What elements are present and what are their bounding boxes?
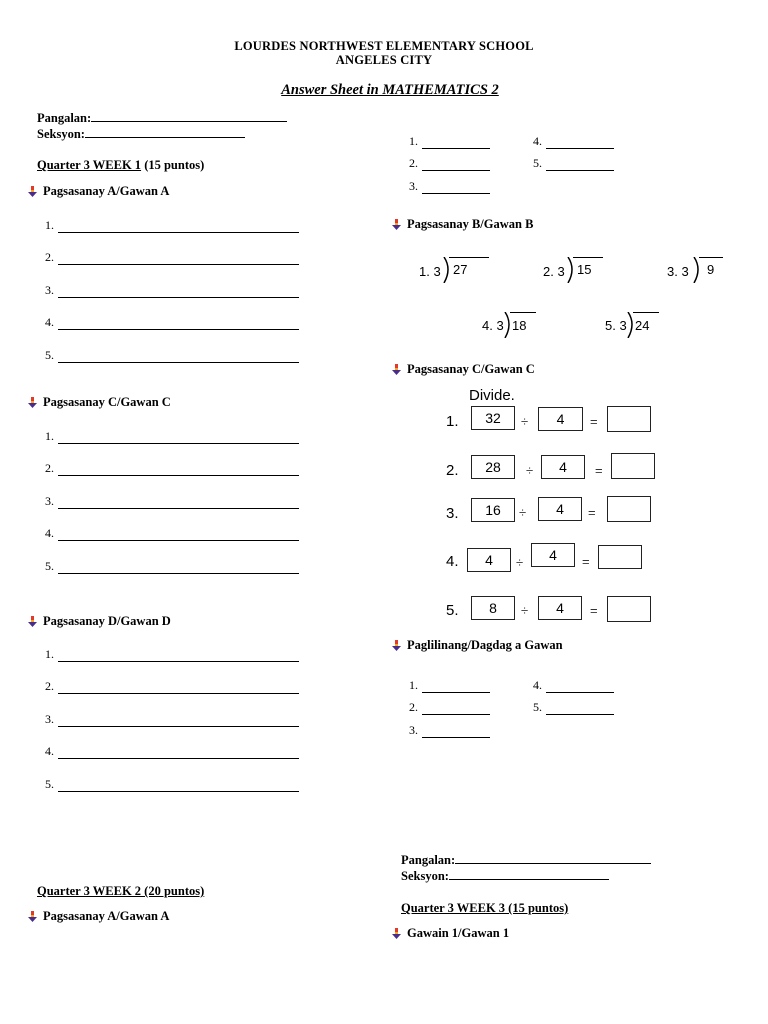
long-division-2: 2. 3 15 [543, 257, 633, 283]
section-c-right-label: Pagsasanay C/Gawan C [407, 362, 535, 376]
answer-blank[interactable] [58, 692, 299, 694]
page-title: Answer Sheet in MATHEMATICS 2 [281, 82, 499, 98]
arrow-bullet-icon [392, 640, 401, 651]
answer-box-1[interactable] [607, 406, 651, 432]
answer-c-1[interactable]: 1. [45, 429, 299, 444]
divide-num-1: 1. [446, 413, 459, 430]
long-division-5: 5. 3 24 [605, 312, 685, 338]
name-field-right[interactable] [401, 852, 651, 868]
answer-c-3[interactable]: 3. [45, 494, 299, 509]
answer-a-2[interactable]: 2. [45, 250, 299, 265]
answer-box-3[interactable] [607, 496, 651, 522]
answer-blank[interactable] [58, 442, 299, 444]
section-blank[interactable] [85, 126, 245, 138]
arrow-bullet-icon [392, 928, 401, 939]
answer-d-1[interactable]: 1. [45, 647, 299, 662]
long-division-1: 1. 3 27 [419, 257, 509, 283]
answer-blank[interactable] [422, 147, 490, 149]
section-c-left-label: Pagsasanay C/Gawan C [43, 395, 171, 409]
section-field-left[interactable] [37, 126, 245, 142]
arrow-bullet-icon [28, 616, 37, 627]
answer-blank[interactable] [58, 725, 299, 727]
equals-symbol: = [595, 463, 603, 478]
divide-symbol: ÷ [519, 505, 527, 520]
answer-blank[interactable] [58, 296, 299, 298]
answer-d-4[interactable]: 4. [45, 744, 299, 759]
name-blank[interactable] [455, 852, 651, 864]
answer-blank[interactable] [58, 263, 299, 265]
long-division-3: 3. 3 9 [667, 257, 737, 283]
answer-d-3[interactable]: 3. [45, 712, 299, 727]
answer-box-4[interactable] [598, 545, 642, 569]
answer-enrich-3[interactable]: 3. [409, 723, 490, 738]
arrow-bullet-icon [28, 397, 37, 408]
arrow-bullet-icon [28, 186, 37, 197]
section-d-heading [28, 614, 171, 629]
quarter-week3-title: Quarter 3 WEEK 3 (15 puntos) [401, 901, 569, 915]
arrow-bullet-icon [392, 219, 401, 230]
answer-blank[interactable] [58, 231, 299, 233]
section-c-left-heading [28, 395, 171, 410]
equals-symbol: = [590, 414, 598, 429]
dividend-box-2: 28 [471, 455, 515, 479]
division-bracket-icon [443, 257, 453, 283]
divide-symbol: ÷ [516, 555, 524, 570]
school-city: ANGELES CITY [335, 53, 433, 67]
dividend-box-5: 8 [471, 596, 515, 620]
quarter-week2-title: Quarter 3 WEEK 2 (20 puntos) [37, 884, 205, 898]
enrichment-heading [392, 638, 563, 653]
answer-blank[interactable] [58, 361, 299, 363]
gawain1-label: Gawain 1/Gawan 1 [407, 926, 510, 940]
section-label: Seksyon: [37, 127, 85, 141]
answer-c-2[interactable]: 2. [45, 461, 299, 476]
divisor-box-3: 4 [538, 497, 582, 521]
divide-num-2: 2. [446, 462, 459, 479]
answer-blank[interactable] [546, 691, 614, 693]
divide-title: Divide. [469, 387, 515, 404]
answer-top-1[interactable]: 1. [409, 134, 490, 149]
equals-symbol: = [588, 505, 596, 520]
section-a-heading [28, 184, 169, 199]
answer-enrich-1[interactable]: 1. [409, 678, 490, 693]
quarter-week1-heading [37, 158, 204, 173]
answer-top-2[interactable]: 2. [409, 156, 490, 171]
section-c-right-heading [392, 362, 535, 377]
answer-blank[interactable] [546, 147, 614, 149]
name-label: Pangalan: [401, 853, 456, 867]
divisor-box-2: 4 [541, 455, 585, 479]
answer-c-4[interactable]: 4. [45, 526, 299, 541]
answer-top-5[interactable]: 5. [533, 156, 614, 171]
division-bracket-icon [693, 257, 703, 283]
section-blank[interactable] [449, 868, 609, 880]
answer-blank[interactable] [546, 169, 614, 171]
divisor-box-1: 4 [538, 407, 583, 431]
answer-blank[interactable] [58, 790, 299, 792]
division-bracket-icon [567, 257, 577, 283]
section-field-right[interactable] [401, 868, 609, 884]
dividend-box-1: 32 [471, 406, 515, 430]
answer-blank[interactable] [422, 736, 490, 738]
answer-blank[interactable] [58, 474, 299, 476]
section-a-label: Pagsasanay A/Gawan A [43, 184, 170, 198]
school-name: LOURDES NORTHWEST ELEMENTARY SCHOOL [234, 39, 534, 53]
answer-blank[interactable] [546, 713, 614, 715]
arrow-bullet-icon [392, 364, 401, 375]
divide-symbol: ÷ [521, 603, 529, 618]
section-a-week2-label: Pagsasanay A/Gawan A [43, 909, 170, 923]
answer-blank[interactable] [58, 507, 299, 509]
section-label: Seksyon: [401, 869, 449, 883]
name-label: Pangalan: [37, 111, 92, 125]
section-a-week2-heading [28, 909, 169, 924]
long-division-4: 4. 3 18 [482, 312, 562, 338]
section-d-label: Pagsasanay D/Gawan D [43, 614, 171, 628]
answer-d-2[interactable]: 2. [45, 679, 299, 694]
dividend-box-3: 16 [471, 498, 515, 522]
divide-symbol: ÷ [521, 414, 529, 429]
section-b-label: Pagsasanay B/Gawan B [407, 217, 534, 231]
quarter-week1-title: Quarter 3 WEEK 1 [37, 158, 142, 172]
arrow-bullet-icon [28, 911, 37, 922]
answer-blank[interactable] [58, 757, 299, 759]
answer-blank[interactable] [58, 328, 299, 330]
answer-enrich-4[interactable]: 4. [533, 678, 614, 693]
answer-blank[interactable] [422, 691, 490, 693]
answer-enrich-2[interactable]: 2. [409, 700, 490, 715]
answer-top-3[interactable]: 3. [409, 179, 490, 194]
answer-a-3[interactable]: 3. [45, 283, 299, 298]
equals-symbol: = [590, 603, 598, 618]
divide-symbol: ÷ [526, 463, 534, 478]
answer-blank[interactable] [58, 660, 299, 662]
divide-num-4: 4. [446, 553, 459, 570]
answer-top-4[interactable]: 4. [533, 134, 614, 149]
answer-a-5[interactable]: 5. [45, 348, 299, 363]
divide-num-3: 3. [446, 505, 459, 522]
answer-c-5[interactable]: 5. [45, 559, 299, 574]
divisor-box-5: 4 [538, 596, 582, 620]
name-blank[interactable] [91, 110, 287, 122]
gawain1-heading [392, 926, 509, 941]
answer-blank[interactable] [422, 192, 490, 194]
divide-num-5: 5. [446, 602, 459, 619]
answer-blank[interactable] [58, 539, 299, 541]
answer-a-1[interactable]: 1. [45, 218, 299, 233]
answer-blank[interactable] [422, 713, 490, 715]
answer-box-2[interactable] [611, 453, 655, 479]
name-field-left[interactable] [37, 110, 287, 126]
dividend-box-4: 4 [467, 548, 511, 572]
answer-enrich-5[interactable]: 5. [533, 700, 614, 715]
divisor-box-4: 4 [531, 543, 575, 567]
answer-d-5[interactable]: 5. [45, 777, 299, 792]
quarter-week1-points: (15 puntos) [144, 158, 205, 172]
answer-blank[interactable] [58, 572, 299, 574]
enrichment-label: Paglilinang/Dagdag a Gawan [407, 638, 563, 652]
quarter-week2-heading [37, 884, 204, 899]
equals-symbol: = [582, 554, 590, 569]
answer-box-5[interactable] [607, 596, 651, 622]
answer-a-4[interactable]: 4. [45, 315, 299, 330]
answer-blank[interactable] [422, 169, 490, 171]
section-b-heading [392, 217, 533, 232]
quarter-week3-heading [401, 901, 568, 916]
